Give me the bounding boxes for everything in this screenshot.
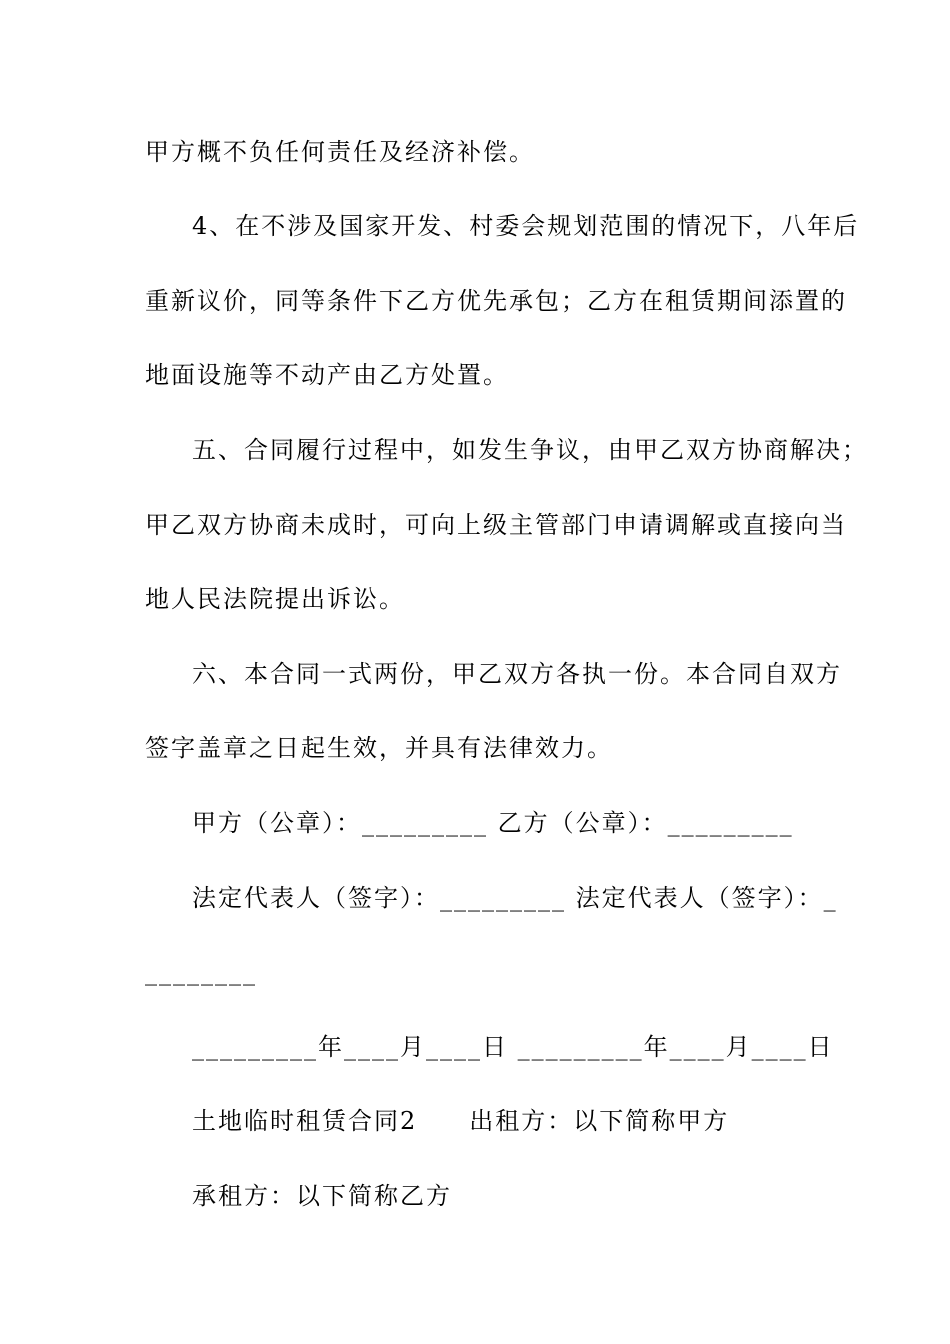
contract-heading-line: 土地临时租赁合同2 出租方：以下简称甲方 — [192, 1107, 730, 1135]
paragraph-line: 甲方概不负任何责任及经济补偿。 — [145, 138, 535, 166]
paragraph-line: 五、合同履行过程中，如发生争议，由甲乙双方协商解决； — [192, 436, 868, 464]
paragraph-line: 地人民法院提出诉讼。 — [145, 585, 405, 613]
paragraph-line: 甲乙双方协商未成时，可向上级主管部门申请调解或直接向当 — [145, 511, 847, 539]
date-line: _________年____月____日 _________年____月____日 — [192, 1033, 834, 1061]
signature-line-continuation: ________ — [145, 958, 257, 986]
signature-line-representative: 法定代表人（签字）：_________ 法定代表人（签字）：_ — [192, 884, 838, 912]
signature-line-seal: 甲方（公章）：_________ 乙方（公章）：_________ — [192, 809, 794, 837]
paragraph-line: 重新议价，同等条件下乙方优先承包；乙方在租赁期间添置的 — [145, 287, 847, 315]
paragraph-line: 签字盖章之日起生效，并具有法律效力。 — [145, 734, 613, 762]
paragraph-line: 承租方：以下简称乙方 — [192, 1182, 452, 1210]
paragraph-line: 4、在不涉及国家开发、村委会规划范围的情况下，八年后 — [192, 212, 860, 240]
paragraph-line: 地面设施等不动产由乙方处置。 — [145, 361, 509, 389]
paragraph-line: 六、本合同一式两份，甲乙双方各执一份。本合同自双方 — [192, 660, 842, 688]
